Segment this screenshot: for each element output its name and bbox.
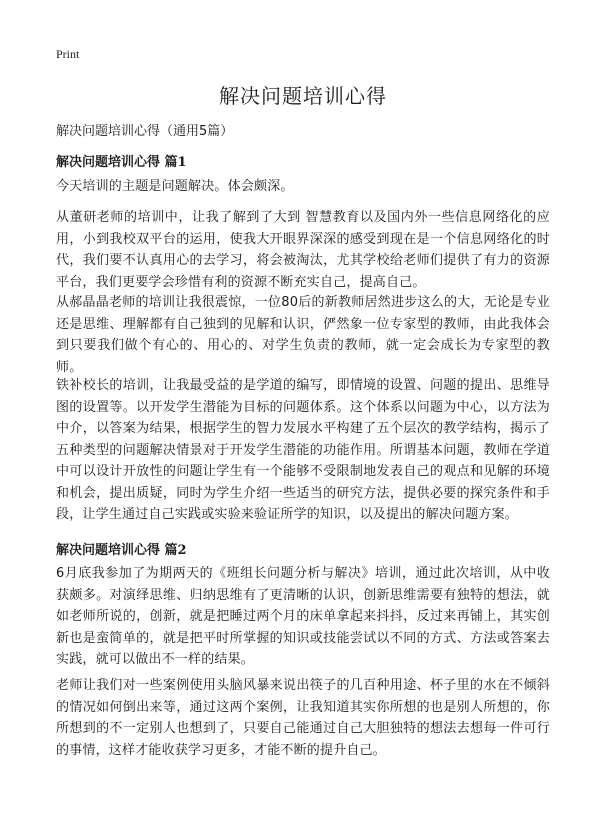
- page-title: 解决问题培训心得: [219, 84, 387, 108]
- paragraph-1-2: 从董研老师的培训中，让我了解到了大到 智慧教育以及国内外一些信息网络化的应用，小到我校双平台的运用，使我大开眼界深深的感受到现在是一个信息网络化的时代，我们要不认真用心的去学习，将会被淘汰，尤其学校给老师们提供了有力的资源平台，我们更要学会珍惜有利的资源不断充实自己，提高自己。: [56, 210, 550, 290]
- section-heading-1: 解决问题培训心得 篇1: [56, 155, 187, 170]
- section-heading-2: 解决问题培训心得 篇2: [56, 543, 187, 558]
- paragraph-2-2: 老师让我们对一些案例使用头脑风暴来说出筷子的几百种用途、杯子里的水在不倾斜的情况如何倒出来等，通过这两个案例，让我知道其实你所想的也是别人所想的，你所想到的不一定别人也想到了，只要自己能通过自己大胆独特的想法去想每一件可行的事情，这样才能收获学习更多，才能不断的提升自己。: [56, 678, 550, 758]
- paragraph-2-1: 6月底我参加了为期两天的《班组长问题分析与解决》培训，通过此次培训，从中收获颇多。对演绎思维、归纳思维有了更清晰的认识，创新思维需要有独特的想法，就如老师所说的，创新，就是把睡过两个月的床单拿起来抖抖，反过来再铺上，其实创新也是蛮简单的，就是把平时所掌握的知识或技能尝试以不同的方式、方法或答案去实践，就可以做出不一样的结果。: [56, 566, 550, 667]
- print-link[interactable]: Print: [56, 47, 80, 61]
- document-subtitle: 解决问题培训心得（通用5篇）: [56, 124, 234, 139]
- paragraph-1-1: 今天培训的主题是问题解决。体会颇深。: [56, 179, 294, 194]
- paragraph-1-3: 从郝晶晶老师的培训让我很震惊，一位80后的新教师居然进步这么的大，无论是专业还是思维、理解都有自己独到的见解和认识，俨然象一位专家型的教师，由此我体会到只要我们做个有心的、用心的、对学生负责的教师，就一定会成长为专家型的教师。: [56, 295, 550, 375]
- paragraph-1-4: 铁补校长的培训，让我最受益的是学道的编写，即情境的设置、问题的提出、思维导图的设置等。以开发学生潜能为目标的问题体系。这个体系以问题为中心，以方法为中介，以答案为结果，根据学生的智力发展水平构建了五个层次的教学结构，揭示了五种类型的问题解决情景对于开发学生潜能的功能作用。所谓基本问题，教师在学道中可以设计开放性的问题让学生有一个能够不受限制地发表自己的观点和见解的环境和机会，提出质疑，同时为学生介绍一些适当的研究方法，提供必要的探究条件和手段，让学生通过自己实践或实验来验证所学的知识，以及提出的解决问题方案。: [56, 378, 550, 522]
